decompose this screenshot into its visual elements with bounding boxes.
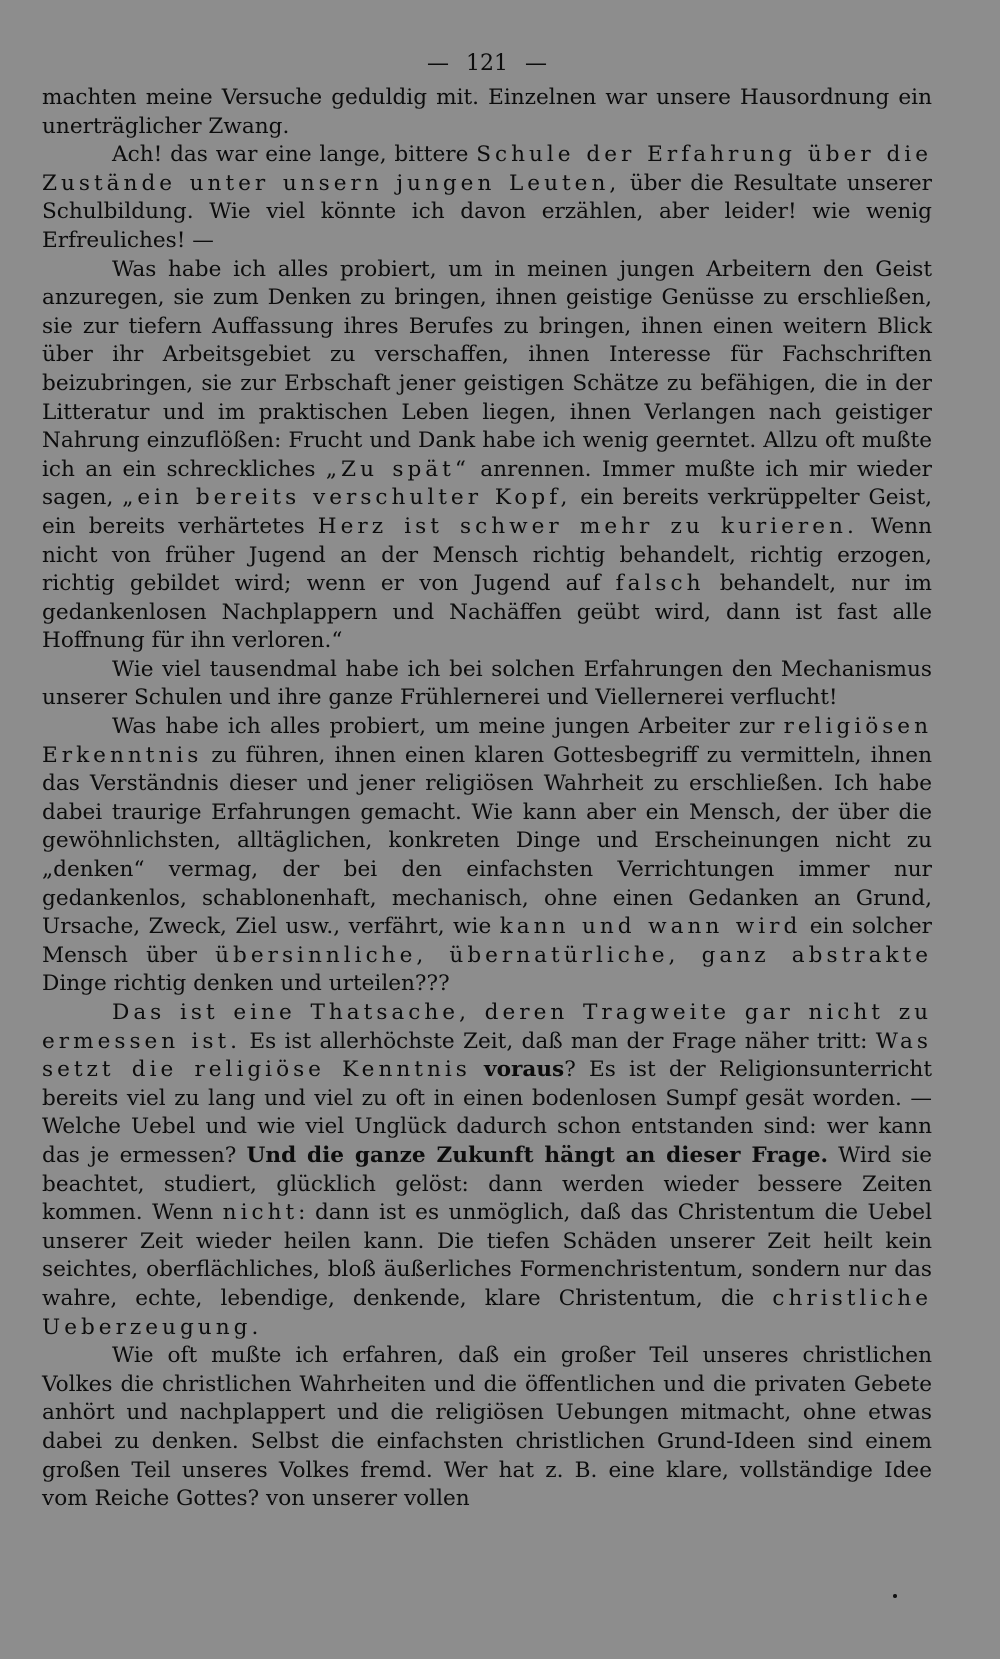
text-run: über die Resultate unserer Schulbildung. Wie viel könnte ich davon erzählen, aber leider! wie wenig Erfreuliches! —	[42, 170, 932, 253]
text-run: Wird sie beachtet, studiert, glücklich gelöst: dann werden wieder bessere Zeiten kommen. Wenn	[42, 1142, 932, 1226]
ink-speck	[893, 1594, 897, 1598]
text-spaced: Schule der Erfahrung über die Zustände unter unsern jungen Leuten,	[42, 142, 932, 196]
text-bold: Und die ganze Zukunft hängt an dieser Frage.	[246, 1142, 828, 1168]
text-run: Dinge richtig denken und urteilen???	[42, 971, 450, 997]
paragraph-p1	[42, 141, 932, 255]
paragraph-p3	[42, 656, 932, 713]
paragraph-p4	[42, 713, 932, 999]
text-spaced: falsch	[615, 571, 705, 597]
text-run: Wenn nicht von früher Jugend an der Mensch richtig behandelt, richtig erzogen, richtig gebildet wird; wenn er von Jugend auf	[42, 513, 932, 597]
document-page	[42, 50, 932, 1514]
text-run: machten meine Versuche geduldig mit. Einzelnen war unsere Hausordnung ein unerträglicher Zwang.	[42, 85, 932, 139]
text-run: ? Es ist der Religionsunterricht bereits viel zu lang und viel zu oft in einen bodenlosen Sumpf gesät worden. — Welche Uebel und wie viel Unglück dadurch schon entstanden sind: wer kann das je ermessen?	[42, 1057, 932, 1168]
text-run: .	[251, 1314, 259, 1340]
text-spaced: Herz ist schwer mehr zu kurieren.	[317, 513, 858, 539]
text-run: Was habe ich alles probiert, um in meinen jungen Arbeitern den Geist anzuregen, sie zum Denken zu bringen, ihnen geistige Genüsse zu erschließen, sie zur tiefern Auffassung ihres Berufes zu bringen, ihnen einen weitern Blick über ihr Arbeitsgebiet zu verschaffen, ihnen Interesse für Fachschriften beizubringen, sie zur Erbschaft jener geistigen Schätze zu befähigen, die in der Litteratur und im praktischen Leben liegen, ihnen Verlangen nach geistiger Nahrung einzuflößen: Frucht und Dank habe ich wenig geerntet. Allzu oft mußte ich an ein schreckliches	[42, 256, 932, 482]
text-spaced: kann und wann wird	[499, 914, 802, 940]
text-spaced: „Zu spät“	[325, 456, 470, 482]
text-run: : dann ist es unmöglich, daß das Christentum die Uebel unserer Zeit wieder heilen kann. Die tiefen Schäden unserer Zeit heilt kein seichtes, oberflächliches, bloß äußerliches Formenchristentum, sondern nur das wahre, echte, lebendige, denkende, klare Christentum, die	[42, 1200, 932, 1311]
paragraph-p2	[42, 256, 932, 656]
page-number: — 121 —	[427, 51, 547, 76]
text-run: Ach! das war eine lange, bittere	[112, 142, 477, 168]
text-run: Wie viel tausendmal habe ich bei solchen Erfahrungen den Mechanismus unserer Schulen und ihre ganze Frühlernerei und Viellernerei verflucht!	[42, 656, 932, 711]
text-run: zu führen, ihnen einen klaren Gottesbegriff zu vermitteln, ihnen das Verständnis dieser und jener religiösen Wahrheit zu erschließen. Ich habe dabei traurige Erfahrungen gemacht. Wie kann aber ein Mensch, der über die gewöhnlichsten, alltäglichen, konkreten Dinge und Erscheinungen nicht zu „denken“ vermag, der bei den einfachsten Verrichtungen immer nur gedankenlos, schablonenhaft, mechanisch, ohne einen Gedanken an Grund, Ursache, Zweck, Ziel usw., verfährt, wie	[42, 742, 932, 940]
text-run: Was habe ich alles probiert, um meine jungen Arbeiter zur	[112, 714, 784, 740]
text-spaced: Was setzt die religiöse Kenntnis	[42, 1028, 932, 1083]
paragraph-p0	[42, 84, 932, 141]
text-run: behandelt, nur im gedankenlosen Nachplappern und Nachäffen geübt wird, dann ist fast alle Hoffnung für ihn verloren.“	[42, 571, 933, 654]
text-run: Es ist allerhöchste Zeit, daß man der Frage näher tritt:	[241, 1028, 876, 1054]
text-run: ein solcher Mensch über	[42, 914, 932, 968]
text-spaced: nicht	[222, 1200, 299, 1226]
text-spaced: religiösen Erkenntnis	[42, 714, 932, 768]
text-bold: voraus	[484, 1057, 565, 1083]
text-run	[471, 1057, 484, 1082]
paragraph-p6	[42, 1342, 932, 1514]
body-text	[42, 84, 932, 1514]
text-spaced: christliche Ueberzeugung	[42, 1285, 932, 1340]
text-spaced: übersinnliche, übernatürliche, ganz abstrakte	[215, 942, 932, 968]
text-spaced: „ein bereits verschulter Kopf,	[122, 485, 572, 511]
paragraph-p5	[42, 999, 932, 1342]
text-run: ein bereits verkrüppelter Geist, ein bereits verhärtetes	[42, 485, 932, 539]
text-run: anrennen. Immer mußte ich mir wieder sagen,	[42, 456, 932, 511]
text-spaced: Das ist eine Thatsache, deren Tragweite gar nicht zu ermessen ist.	[42, 1000, 932, 1054]
text-run: Wie oft mußte ich erfahren, daß ein großer Teil unseres christlichen Volkes die christlichen Wahrheiten und die öffentlichen und die privaten Gebete anhört und nachplappert und die religiösen Uebungen mitmacht, ohne etwas dabei zu denken. Selbst die einfachsten christlichen Grund-Ideen sind einem großen Teil unseres Volkes fremd. Wer hat z. B. eine klare, vollständige Idee vom Reiche Gottes? von unserer vollen	[42, 1343, 932, 1512]
